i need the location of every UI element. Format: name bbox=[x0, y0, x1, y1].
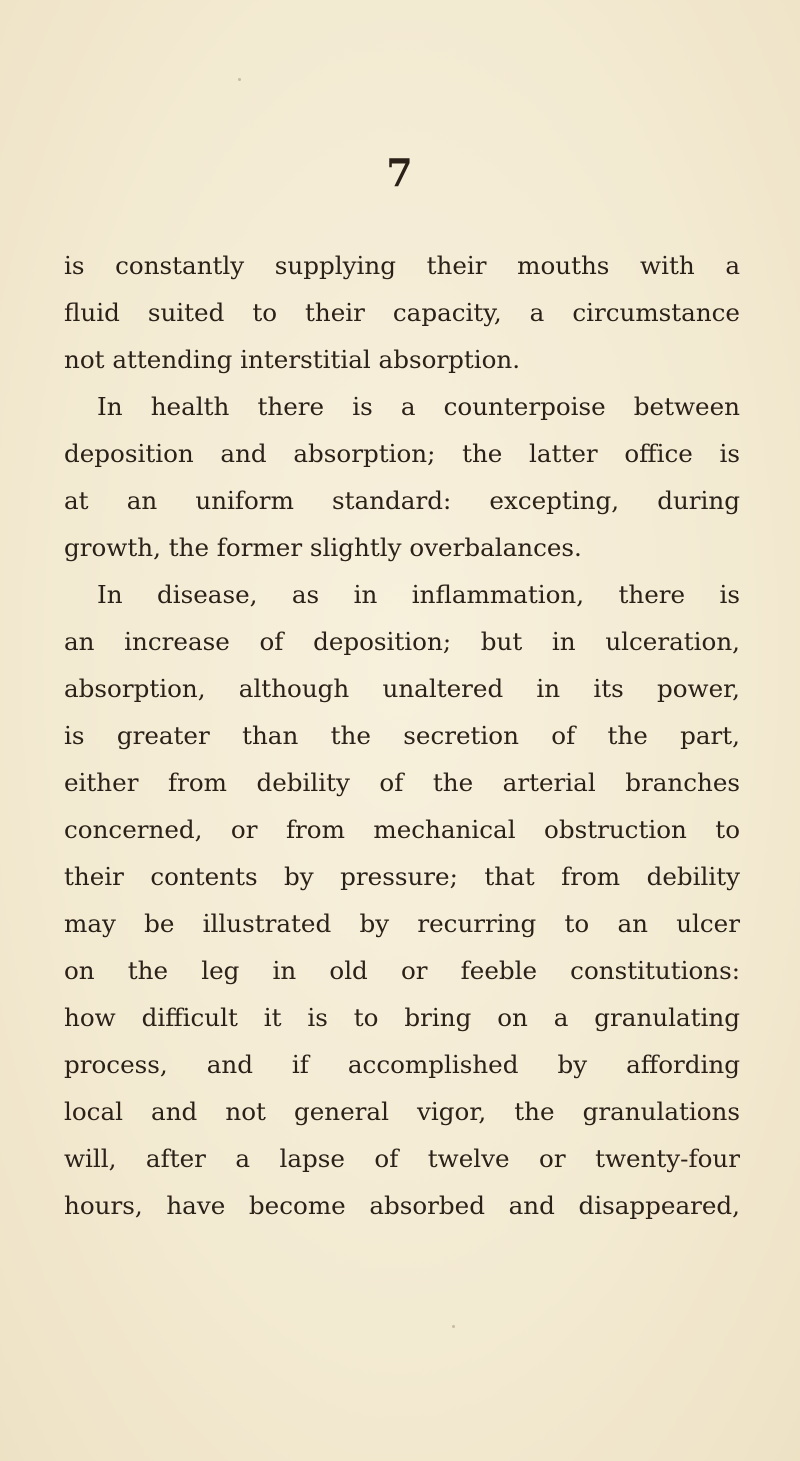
text-line: fluid suited to their capacity, a circumstance bbox=[64, 298, 740, 327]
body-text bbox=[64, 242, 740, 1229]
text-line: local and not general vigor, the granulations bbox=[64, 1097, 740, 1126]
text-line: either from debility of the arterial branches bbox=[64, 768, 740, 797]
text-line: process, and if accomplished by affording bbox=[64, 1050, 740, 1079]
text-line: how difficult it is to bring on a granulating bbox=[64, 1003, 740, 1032]
text-line: is greater than the secretion of the part, bbox=[64, 721, 740, 750]
text-line: not attending interstitial absorption. bbox=[64, 345, 521, 374]
text-line: will, after a lapse of twelve or twenty-four bbox=[64, 1144, 740, 1173]
text-line: In disease, as in inflammation, there is bbox=[97, 580, 740, 609]
text-line: growth, the former slightly overbalances. bbox=[64, 533, 582, 562]
paper-speck bbox=[238, 78, 241, 81]
page-number: 7 bbox=[386, 150, 414, 195]
text-line: at an uniform standard: excepting, during bbox=[64, 486, 740, 515]
text-line: their contents by pressure; that from debility bbox=[64, 862, 740, 891]
text-line: hours, have become absorbed and disappeared, bbox=[64, 1191, 740, 1220]
paper-speck bbox=[452, 1325, 455, 1328]
text-line: concerned, or from mechanical obstruction to bbox=[64, 815, 740, 844]
text-line: is constantly supplying their mouths with a bbox=[64, 251, 740, 280]
text-line: an increase of deposition; but in ulceration, bbox=[64, 627, 740, 656]
text-line: deposition and absorption; the latter office is bbox=[64, 439, 740, 468]
text-line: In health there is a counterpoise between bbox=[97, 392, 740, 421]
text-line: absorption, although unaltered in its power, bbox=[64, 674, 740, 703]
text-line: on the leg in old or feeble constitutions: bbox=[64, 956, 740, 985]
text-line: may be illustrated by recurring to an ulcer bbox=[64, 909, 740, 938]
